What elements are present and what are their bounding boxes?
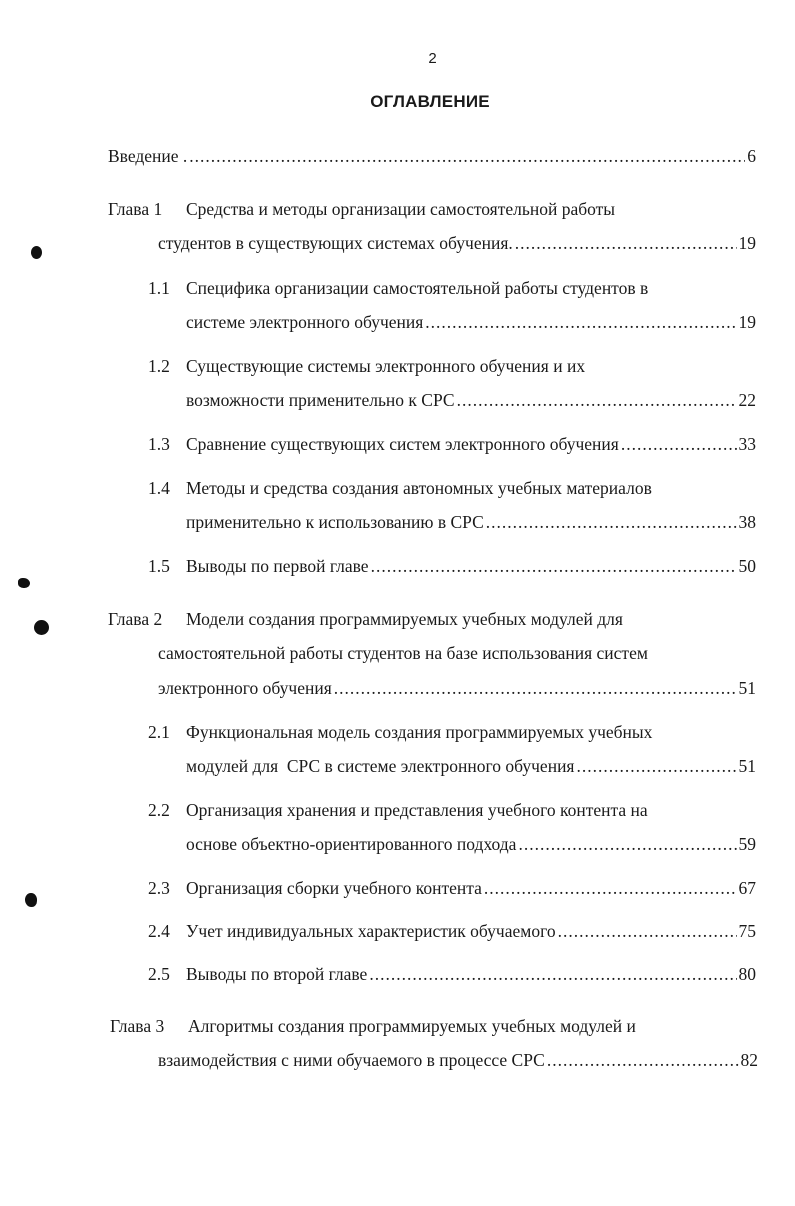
toc-section-1-2-heading <box>148 355 585 377</box>
toc-section-2-1-last-line <box>186 755 756 777</box>
toc-chapter-3-heading <box>110 1015 636 1037</box>
dot-leader <box>425 311 736 333</box>
section-number: 1.2 <box>148 356 170 376</box>
toc-chapter-1-heading <box>108 198 615 220</box>
toc-page-number: 22 <box>738 390 756 410</box>
toc-entry-text: Алгоритмы создания программируемых учебных модулей и <box>188 1016 636 1036</box>
toc-entry-text: самостоятельной работы студентов на базе использования систем <box>158 643 648 663</box>
toc-entry-text: взаимодействия с ними обучаемого в процессе СРС <box>158 1050 545 1070</box>
toc-chapter-2-heading <box>108 608 623 630</box>
chapter-label: Глава 2 <box>108 609 163 629</box>
toc-chapter-1-last-line <box>158 232 756 254</box>
toc-entry-text: Функциональная модель создания программируемых учебных <box>186 722 653 742</box>
toc-entry-text: Введение . <box>108 146 188 166</box>
toc-section-1-4-last-line <box>186 511 756 533</box>
dot-leader <box>518 833 736 855</box>
toc-page-number: 38 <box>738 512 756 532</box>
section-number: 1.1 <box>148 278 170 298</box>
section-number: 1.4 <box>148 478 170 498</box>
toc-entry-text: Средства и методы организации самостоятельной работы <box>186 199 616 219</box>
toc-section-1-2-last-line <box>186 389 756 411</box>
toc-page-number: 82 <box>740 1050 758 1070</box>
toc-page-number: 6 <box>747 146 756 166</box>
dot-leader <box>515 232 737 254</box>
toc-entry-text: электронного обучения <box>158 678 332 698</box>
toc-entry-text: Модели создания программируемых учебных модулей для <box>186 609 623 629</box>
toc-section-1-3 <box>148 433 756 455</box>
toc-entry-text: основе объектно-ориентированного подхода <box>186 834 517 854</box>
page-title: ОГЛАВЛЕНИЕ <box>370 92 490 111</box>
toc-chapter-2-line-2 <box>158 642 648 664</box>
toc-section-1-4-heading <box>148 477 652 499</box>
section-number: 2.2 <box>148 800 170 820</box>
dot-leader <box>576 755 736 777</box>
toc-section-1-1-heading <box>148 277 648 299</box>
toc-entry-text: Организация сборки учебного контента <box>186 878 482 898</box>
toc-section-2-4 <box>148 920 756 942</box>
dot-leader <box>189 145 745 167</box>
toc-page-number: 19 <box>738 312 756 332</box>
chapter-label: Глава 1 <box>108 199 163 219</box>
toc-page-number: 59 <box>738 834 756 854</box>
toc-entry-text: системе электронного обучения <box>186 312 424 332</box>
toc-section-2-3 <box>148 877 756 899</box>
section-number: 1.3 <box>148 434 170 454</box>
toc-section-1-1-last-line <box>186 311 756 333</box>
dot-leader <box>621 433 737 455</box>
toc-page-number: 50 <box>738 556 756 576</box>
scan-speck <box>31 246 42 259</box>
dot-leader <box>486 511 737 533</box>
section-number: 2.3 <box>148 878 170 898</box>
toc-page-number: 75 <box>738 921 756 941</box>
section-number: 2.1 <box>148 722 170 742</box>
dot-leader <box>558 920 737 942</box>
toc-entry-text: Организация хранения и представления учебного контента на <box>186 800 648 820</box>
toc-page-number: 33 <box>738 434 756 454</box>
toc-entry-text: Сравнение существующих систем электронного обучения <box>186 434 619 454</box>
toc-entry-text: возможности применительно к СРС <box>186 390 455 410</box>
page-number: 2 <box>428 50 437 67</box>
toc-chapter-2-last-line <box>158 677 756 699</box>
toc-entry-text: студентов в существующих системах обучения. <box>158 233 513 253</box>
section-number: 1.5 <box>148 556 170 576</box>
toc-entry-text: Существующие системы электронного обучения и их <box>186 356 586 376</box>
dot-leader <box>369 963 736 985</box>
toc-page-number: 67 <box>738 878 756 898</box>
scan-speck <box>18 578 30 588</box>
toc-section-2-1-heading <box>148 721 652 743</box>
toc-page-number: 19 <box>738 233 756 253</box>
toc-section-2-2-last-line <box>186 833 756 855</box>
toc-section-2-2-heading <box>148 799 648 821</box>
toc-page-number: 51 <box>738 756 756 776</box>
toc-entry-text: Методы и средства создания автономных учебных материалов <box>186 478 652 498</box>
dot-leader <box>547 1049 739 1071</box>
toc-entry-intro <box>108 145 756 167</box>
chapter-label: Глава 3 <box>110 1016 165 1036</box>
section-number: 2.5 <box>148 964 170 984</box>
toc-entry-text: Учет индивидуальных характеристик обучаемого <box>186 921 556 941</box>
toc-section-1-5 <box>148 555 756 577</box>
toc-chapter-3-last-line <box>158 1049 758 1071</box>
toc-page-number: 80 <box>738 964 756 984</box>
toc-section-2-5 <box>148 963 756 985</box>
dot-leader <box>484 877 737 899</box>
section-number: 2.4 <box>148 921 170 941</box>
toc-entry-text: Выводы по первой главе <box>186 556 369 576</box>
dot-leader <box>371 555 737 577</box>
scan-speck <box>34 620 49 635</box>
scan-speck <box>25 893 37 907</box>
toc-entry-text: модулей для СРС в системе электронного обучения <box>186 756 575 776</box>
toc-entry-text: Выводы по второй главе <box>186 964 368 984</box>
dot-leader <box>457 389 737 411</box>
toc-page-number: 51 <box>738 678 756 698</box>
toc-entry-text: применительно к использованию в СРС <box>186 512 484 532</box>
toc-entry-text: Специфика организации самостоятельной работы студентов в <box>186 278 649 298</box>
dot-leader <box>334 677 737 699</box>
